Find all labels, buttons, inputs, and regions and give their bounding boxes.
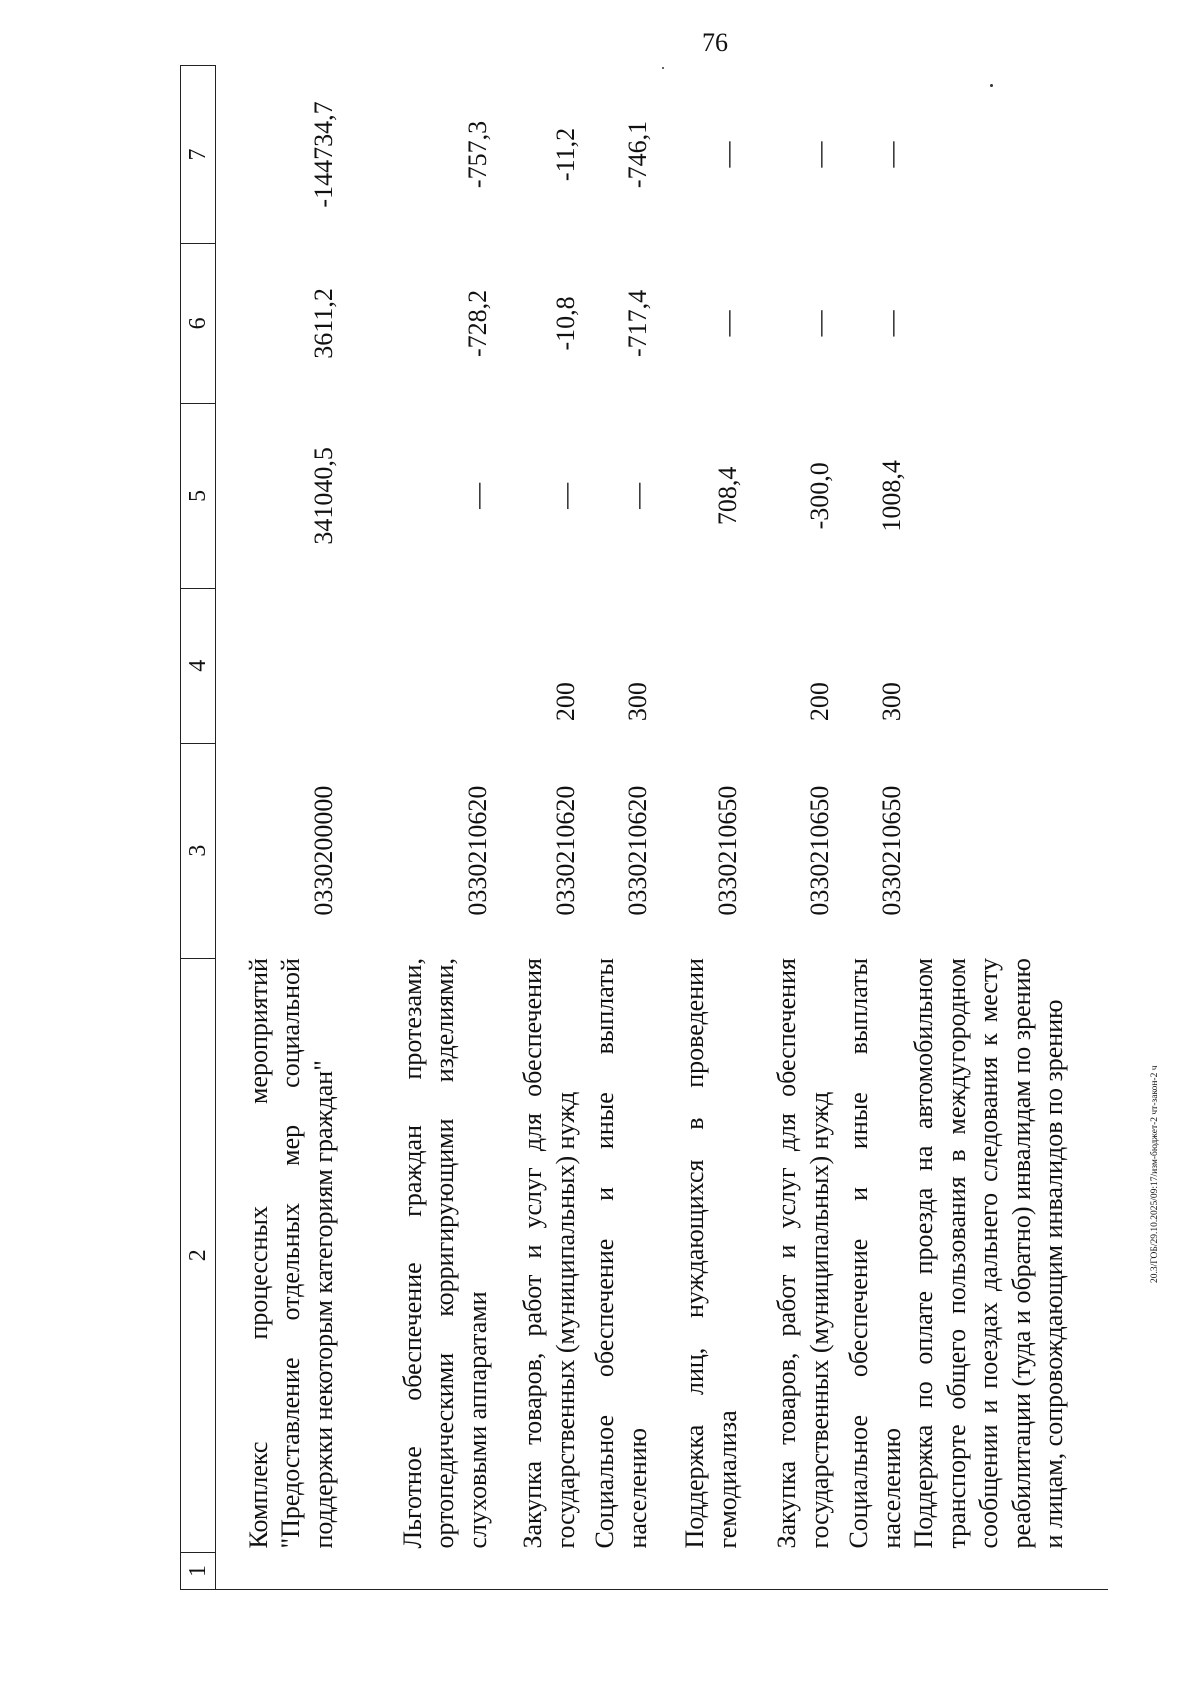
amount-col-5: — <box>462 482 492 509</box>
target-code: 0330200000 <box>308 785 338 916</box>
table-row <box>654 66 744 1590</box>
table-row <box>908 66 1108 1590</box>
amount-col-7: — <box>804 141 834 168</box>
amount-col-7: -144734,7 <box>308 101 338 208</box>
amount-col-6 <box>908 243 1108 403</box>
amount-col-6: — <box>712 310 742 337</box>
amount-col-7: -746,1 <box>622 120 652 189</box>
amount-col-7: -11,2 <box>550 127 580 182</box>
target-code: 0330210620 <box>462 785 492 916</box>
row-number-cell <box>340 1553 494 1590</box>
header-col-3: 3 <box>181 743 216 958</box>
rotated-table-container <box>180 65 1180 1590</box>
header-col-2: 2 <box>181 958 216 1553</box>
amount-col-7: -757,3 <box>462 120 492 189</box>
amount-col-7: — <box>876 141 906 168</box>
page-number: 76 <box>702 28 728 57</box>
row-name: Поддержка лиц, нуждающихся в проведении гемодиализа <box>680 958 742 1549</box>
header-col-5: 5 <box>181 403 216 588</box>
amount-col-5: — <box>622 482 652 509</box>
header-row <box>181 66 216 1590</box>
target-code: 0330210620 <box>550 785 580 916</box>
expense-type: 300 <box>622 682 652 722</box>
table-row <box>216 66 341 1590</box>
table-row <box>582 66 654 1590</box>
expense-type: 200 <box>804 682 834 722</box>
row-name: Закупка товаров, работ и услуг для обеспечения государственных (муниципальных) нужд <box>772 958 834 1549</box>
amount-col-5: -300,0 <box>804 462 834 530</box>
row-name: Комплекс процессных мероприятий "Предоставление отдельных мер социальной поддержки некоторым категориям граждан" <box>243 958 338 1549</box>
row-number-cell <box>582 1553 654 1590</box>
amount-col-5: 1008,4 <box>876 460 906 532</box>
amount-col-5: 708,4 <box>712 466 742 526</box>
row-number-cell <box>836 1553 908 1590</box>
amount-col-6: — <box>804 310 834 337</box>
amount-col-7 <box>908 66 1108 244</box>
table-row <box>340 66 494 1590</box>
row-number-cell <box>216 1553 341 1590</box>
target-code: 0330210650 <box>876 785 906 916</box>
amount-col-6: — <box>876 310 906 337</box>
header-col-6: 6 <box>181 243 216 403</box>
row-name: Социальное обеспечение и иные выплаты населению <box>844 958 906 1549</box>
expense-type <box>654 588 744 743</box>
amount-col-6: 3611,2 <box>308 288 338 359</box>
amount-col-6: -728,2 <box>462 289 492 357</box>
table-row <box>836 66 908 1590</box>
amount-col-5: 341040,5 <box>308 447 338 545</box>
expense-type <box>216 588 341 743</box>
row-number-cell <box>654 1553 744 1590</box>
header-col-1: 1 <box>181 1553 216 1590</box>
amount-col-6: -10,8 <box>550 296 580 351</box>
table-row <box>494 66 582 1590</box>
expense-type: 300 <box>876 682 906 722</box>
document-code: 20.3/ГОБ/29.10.2025/09:17/изм-бюджет-2 чт-закон-2 ч <box>1150 1065 1160 1283</box>
target-code: 0330210650 <box>804 785 834 916</box>
row-number-cell <box>744 1553 836 1590</box>
header-col-4: 4 <box>181 588 216 743</box>
header-col-7: 7 <box>181 66 216 244</box>
target-code <box>908 743 1108 958</box>
row-name: Поддержка по оплате проезда на автомобильном транспорте общего пользования в междугородном сообщении и поездах дальнего следования к месту реабилитации (туда и обратно) инвалидам по зрению и лицам, сопровождающим инвалидов по зрению <box>909 958 1068 1549</box>
row-name: Закупка товаров, работ и услуг для обеспечения государственных (муниципальных) нужд <box>518 958 580 1549</box>
budget-table <box>180 65 1108 1590</box>
amount-col-5 <box>908 403 1108 588</box>
amount-col-6: -717,4 <box>622 289 652 357</box>
row-number-cell <box>494 1553 582 1590</box>
row-name: Льготное обеспечение граждан протезами, ортопедическими корригирующими изделиями, слуховыми аппаратами <box>397 958 492 1549</box>
table-row <box>744 66 836 1590</box>
row-number-cell <box>908 1553 1108 1590</box>
amount-col-5: — <box>550 482 580 509</box>
target-code: 0330210620 <box>622 785 652 916</box>
expense-type <box>908 588 1108 743</box>
row-name: Социальное обеспечение и иные выплаты населению <box>590 958 652 1549</box>
expense-type <box>340 588 494 743</box>
amount-col-7: — <box>712 141 742 168</box>
target-code: 0330210650 <box>712 785 742 916</box>
expense-type: 200 <box>550 682 580 722</box>
